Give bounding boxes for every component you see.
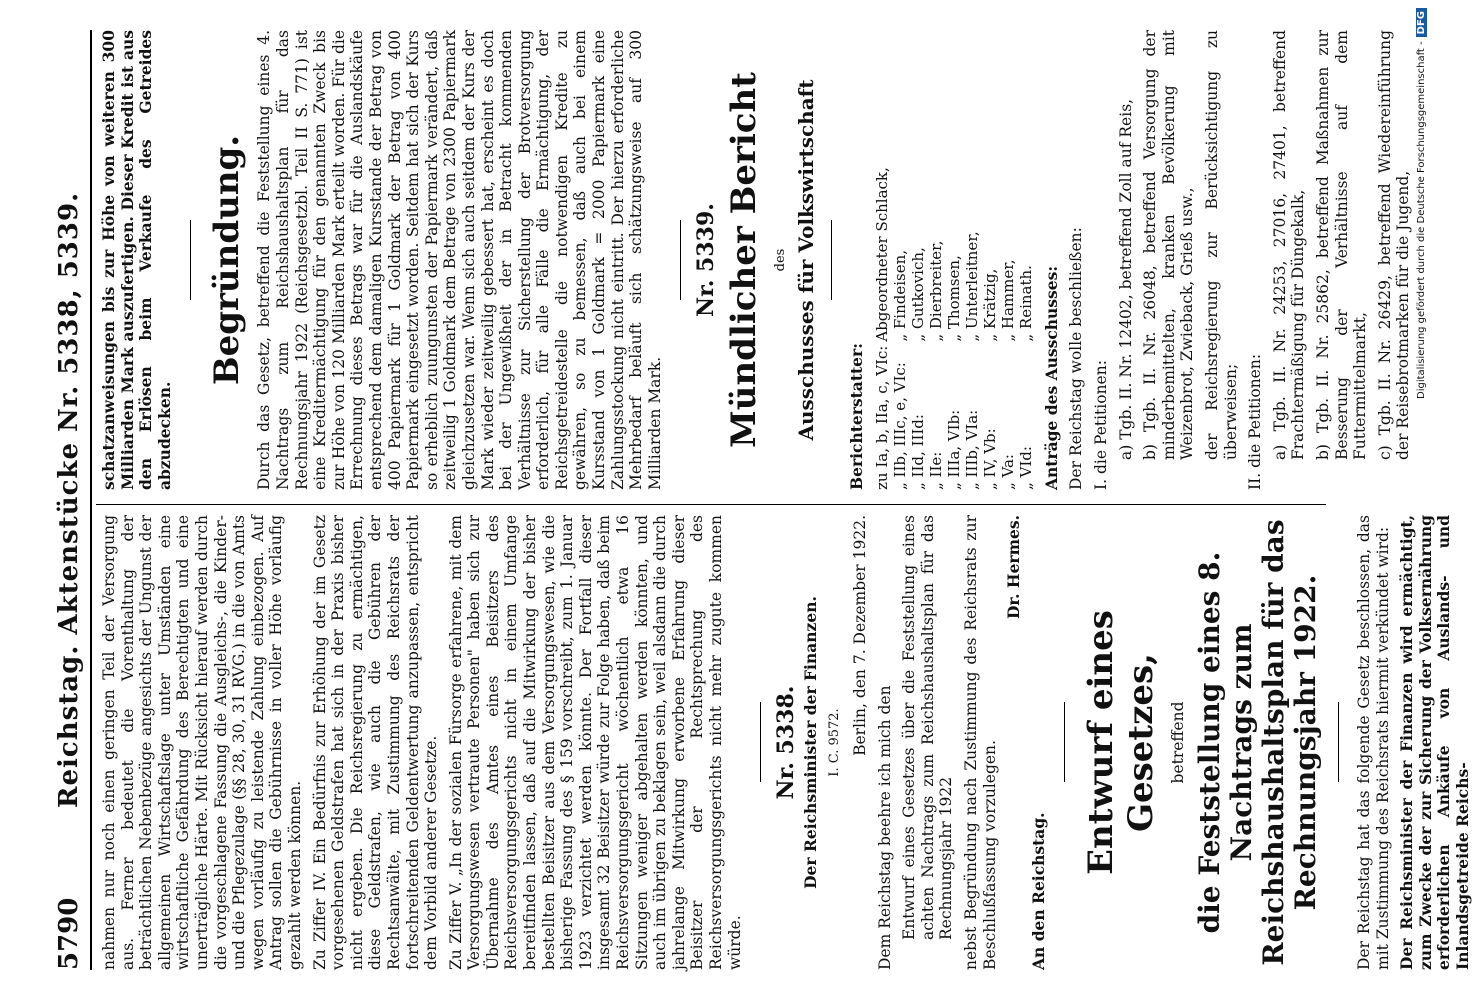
credit-text bbox=[1416, 8, 1430, 998]
separator-rule bbox=[190, 220, 191, 300]
separator-rule bbox=[680, 220, 681, 300]
rapporteurs-heading: Berichterstatter: bbox=[847, 343, 867, 490]
separator-rule bbox=[831, 220, 832, 300]
petition-group-heading: II. die Petitionen: bbox=[1246, 353, 1265, 490]
section-heading: Begründung. bbox=[207, 134, 248, 386]
dfg-logo: DFG bbox=[1416, 8, 1427, 37]
rapporteur-item: „ IIIa, VIb: bbox=[944, 409, 963, 490]
credit-label: Digitalisierung gefördert durch die Deutsche Forschungsgemeinschaft - bbox=[1416, 41, 1427, 399]
table-row bbox=[945, 163, 963, 490]
paragraph: Dem Reichstag beehre ich mich den bbox=[875, 685, 894, 970]
petition-item: b) Tgb. II. Nr. 26048, betreffend Versorgung der minderbemittelten, kranken Bevölkerung mit Weizenbrot, Zwieback, Grieß usw., bbox=[1141, 30, 1197, 460]
paragraph: nebst Begründung nach Zustimmung des Reichsrats zur Beschlußfassung vorzulegen. bbox=[961, 515, 999, 970]
petition-item: a) Tgb. II. Nr. 12402, betreffend Zoll auf Reis, bbox=[1116, 98, 1135, 460]
rapporteur-item: „ IIe: bbox=[926, 451, 945, 490]
paragraph: nahmen nur noch einen geringen Teil der Versorgung aus. Ferner bedeutet die Vorenthaltung der beträchtlichen Nebenbezüge angesichts der Ungunst der allgemeinen Wirtschaftslage unter Umständen eine wirtschaftliche Gefährdung des Berechtigten und eine unerträgliche Härte. Mit Rücksicht hierauf werden durch die vorgeschlagene Fassung die Ausgleichs-, die Kinder- und die Pflegezulage (§§ 28, 30, 31 RVG.) in die von Amts wegen vorläufig zu leistende Zahlung einbezogen. Auf Antrag sollen die Gebührnisse in voller Höhe vorläufig gezahlt werden können. bbox=[100, 515, 304, 970]
report-title: Mündlicher Bericht bbox=[724, 72, 765, 448]
paragraph: Der Reichstag hat das folgende Gesetz beschlossen, das mit Zustimmung des Reichsrats hiermit verkündet wird: bbox=[1354, 515, 1392, 970]
rapporteur-name: „ Gutkovich, bbox=[908, 247, 927, 342]
paragraph: schatzanweisungen bis zur Höhe von weiteren 300 Milliarden Mark auszufertigen. Dieser Kredit ist aus den Erlösen beim Verkaufe des Getreides abzudecken. bbox=[99, 30, 174, 490]
table-row bbox=[873, 163, 891, 490]
rapporteur-item: „ Va: bbox=[998, 454, 1017, 490]
petition-item: b) Tgb. II. Nr. 25862, betreffend Maßnahmen zur Besserung der Verhältnisse auf dem Futtermittelmarkt, bbox=[1313, 30, 1370, 460]
rapporteur-item: „ IIb, IIIc, e, VIc: bbox=[890, 362, 909, 490]
draft-title: Entwurf eines Gesetzes, bbox=[1081, 610, 1162, 875]
report-committee: Ausschusses für Volkswirtschaft bbox=[793, 79, 818, 441]
petition-item: c) Tgb. II. Nr. 26429, betreffend Wiedereinführung der Reisebrotmarken für die Jugend, bbox=[1375, 30, 1413, 460]
column-divider bbox=[96, 504, 1326, 505]
table-row bbox=[909, 163, 927, 490]
paragraph: Durch das Gesetz, betreffend die Feststellung eines 4. Nachtrags zum Reichshaushaltsplan für das Rechnungsjahr 1922 (Reichsgesetzbl. Teil II S. 771) ist eine Kreditermächtigung für den genannten Zweck bis zur Höhe von 120 Milliarden Mark erteilt worden. Für die Errechnung dieses Betrags war für die Auslandskäufe entsprechend dem damaligen Kursstande der Betrag von 400 Papiermark für 1 Goldmark der Betrag von 400 Papiermark eingesetzt worden. Seitdem hat sich der Kurs so erheblich zuungunsten der Papiermark verändert, daß zeitweilig 1 Goldmark dem Betrage von 2300 Papiermark gleichzusetzen war. Wenn sich auch seitdem der Kurs der Mark wieder zeitweilig gebessert hat, erscheint es doch bei der Ungewißheit der in Betracht kommenden Verhältnisse zur Sicherstellung der Brotversorgung erforderlich, für alle Fälle die Ermächtigung, der Reichsgetreidestelle die notwendigen Kredite zu gewähren, so zu bemessen, daß auch bei einem Kursstand von 1 Goldmark = 2000 Papiermark eine Zahlungsstockung nicht eintritt. Der hierzu erforderliche Mehrbedarf beläuft sich schätzungsweise auf 300 Milliarden Mark. bbox=[255, 30, 664, 490]
paragraph: Zu Ziffer V. „In der sozialen Fürsorge erfahrene, mit dem Versorgungswesen vertraute Personen" haben sich zur Übernahme des Amtes eines Beisitzers des Reichsversorgungsgerichts nicht in einem Umfange bereitfinden lassen, daß auf die Mitwirkung der bisher bestellten Beisitzer aus dem Versorgungswesen, wie die bisherige Fassung des § 159 vorschreibt, zum 1. Januar 1923 verzichtet werden könnte. Der Fortfall dieser insgesamt 32 Beisitzer würde zur Folge haben, daß beim Reichsversorgungsgericht wöchentlich etwa 16 Sitzungen weniger abgehalten werden könnten, und auch im übrigen zu beklagen sein, weil alsdann die durch jahrelange Mitwirkung erworbene Erfahrung dieser Beisitzer der Rechtsprechung des Reichsversorgungsgerichts nicht mehr zugute kommen würde. bbox=[446, 515, 744, 970]
bill-title-quoted: Entwurf eines Gesetzes über die Feststellung eines achten Nachtrags zum Reichshaushaltsplan für das Rechnungsjahr 1922 bbox=[900, 515, 956, 940]
rapporteur-item: „ IId, IIId: bbox=[908, 414, 927, 490]
motions-intro: Der Reichstag wolle beschließen: bbox=[1067, 227, 1086, 490]
separator-rule bbox=[1064, 703, 1065, 783]
signature: Dr. Hermes. bbox=[1004, 515, 1024, 620]
rapporteur-name: „ Hammer, bbox=[998, 259, 1017, 342]
paragraph: Zu Ziffer IV. Ein Bedürfnis zur Erhöhung der im Gesetz vorgesehenen Geldstrafen hat sich in der Praxis bisher nicht ergeben. Die Reichsregierung zu ermächtigen, diese Geldstrafen, wie auch die Gebühren der Rechtsanwälte, mit Zustimmung des Reichsrats der fortschreitenden Geldentwertung anzupassen, entspricht dem Vorbild anderer Gesetze. bbox=[310, 515, 441, 970]
rapporteur-item: „ IV, Vb: bbox=[980, 428, 999, 490]
report-des: des bbox=[773, 248, 789, 272]
rapporteur-name: „ Findeisen, bbox=[890, 249, 909, 342]
left-column bbox=[100, 515, 1478, 970]
rapporteur-name: Abgeordneter Schlack, bbox=[872, 167, 891, 342]
table-row bbox=[1017, 163, 1035, 490]
rapporteur-name: „ Krätzig, bbox=[980, 268, 999, 342]
rapporteur-name: „ Dierbreiter, bbox=[926, 240, 945, 342]
petition-item: a) Tgb. II. Nr. 24253, 27016, 27401, betreffend Frachtermäßigung für Düngekalk, bbox=[1270, 30, 1308, 460]
right-column bbox=[100, 30, 1419, 490]
table-row bbox=[963, 163, 981, 490]
page-header bbox=[50, 30, 92, 970]
page-title: Reichstag. Aktenstücke Nr. 5338, 5339. bbox=[54, 191, 84, 809]
table-row bbox=[891, 163, 909, 490]
rapporteur-item: „ IIIb, VIa: bbox=[962, 409, 981, 490]
rapporteur-name: „ Thomsen, bbox=[944, 255, 963, 342]
date-line: Berlin, den 7. Dezember 1922. bbox=[850, 515, 869, 756]
addressee: An den Reichstag. bbox=[1028, 812, 1048, 970]
separator-rule bbox=[760, 703, 761, 783]
petition-group-heading: I. die Petitionen: bbox=[1092, 360, 1110, 490]
draft-subject: die Feststellung eines 8. Nachtrags zum Reichshaushaltsplan für das Rechnungsjahr 1922. bbox=[1192, 519, 1322, 966]
petition-disposition: der Reichsregierung zur Berücksichtigung zu überweisen; bbox=[1202, 30, 1240, 460]
reference-number: I. C. 9572. bbox=[827, 708, 843, 777]
rapporteur-name: „ Unterleitner, bbox=[962, 231, 981, 342]
table-row bbox=[927, 163, 945, 490]
table-row bbox=[999, 163, 1017, 490]
rapporteur-name: „ Reinath. bbox=[1016, 265, 1035, 342]
document-number: Nr. 5339. bbox=[693, 203, 720, 317]
paragraph: Der Reichsminister der Finanzen wird ermächtigt, zum Zwecke der zur Sicherung der Volksernährung erforderlichen Ankäufe von Auslands- und Inlandsgetreide Reichs- bbox=[1397, 515, 1472, 970]
document-number: Nr. 5338. bbox=[773, 685, 800, 800]
separator-rule bbox=[1338, 703, 1339, 783]
table-row bbox=[981, 163, 999, 490]
sender: Der Reichsminister der Finanzen. bbox=[800, 596, 820, 889]
digitization-credit bbox=[1416, 8, 1430, 998]
rapporteur-item: zu Ia, b, IIa, c, VIc: bbox=[872, 345, 891, 490]
motions-heading: Anträge des Ausschusses: bbox=[1041, 265, 1061, 490]
page-number: 5790 bbox=[54, 897, 84, 970]
draft-betreffend: betreffend bbox=[1169, 701, 1188, 784]
rapporteurs-table bbox=[873, 163, 1035, 490]
rapporteur-item: „ VId: bbox=[1016, 446, 1035, 490]
